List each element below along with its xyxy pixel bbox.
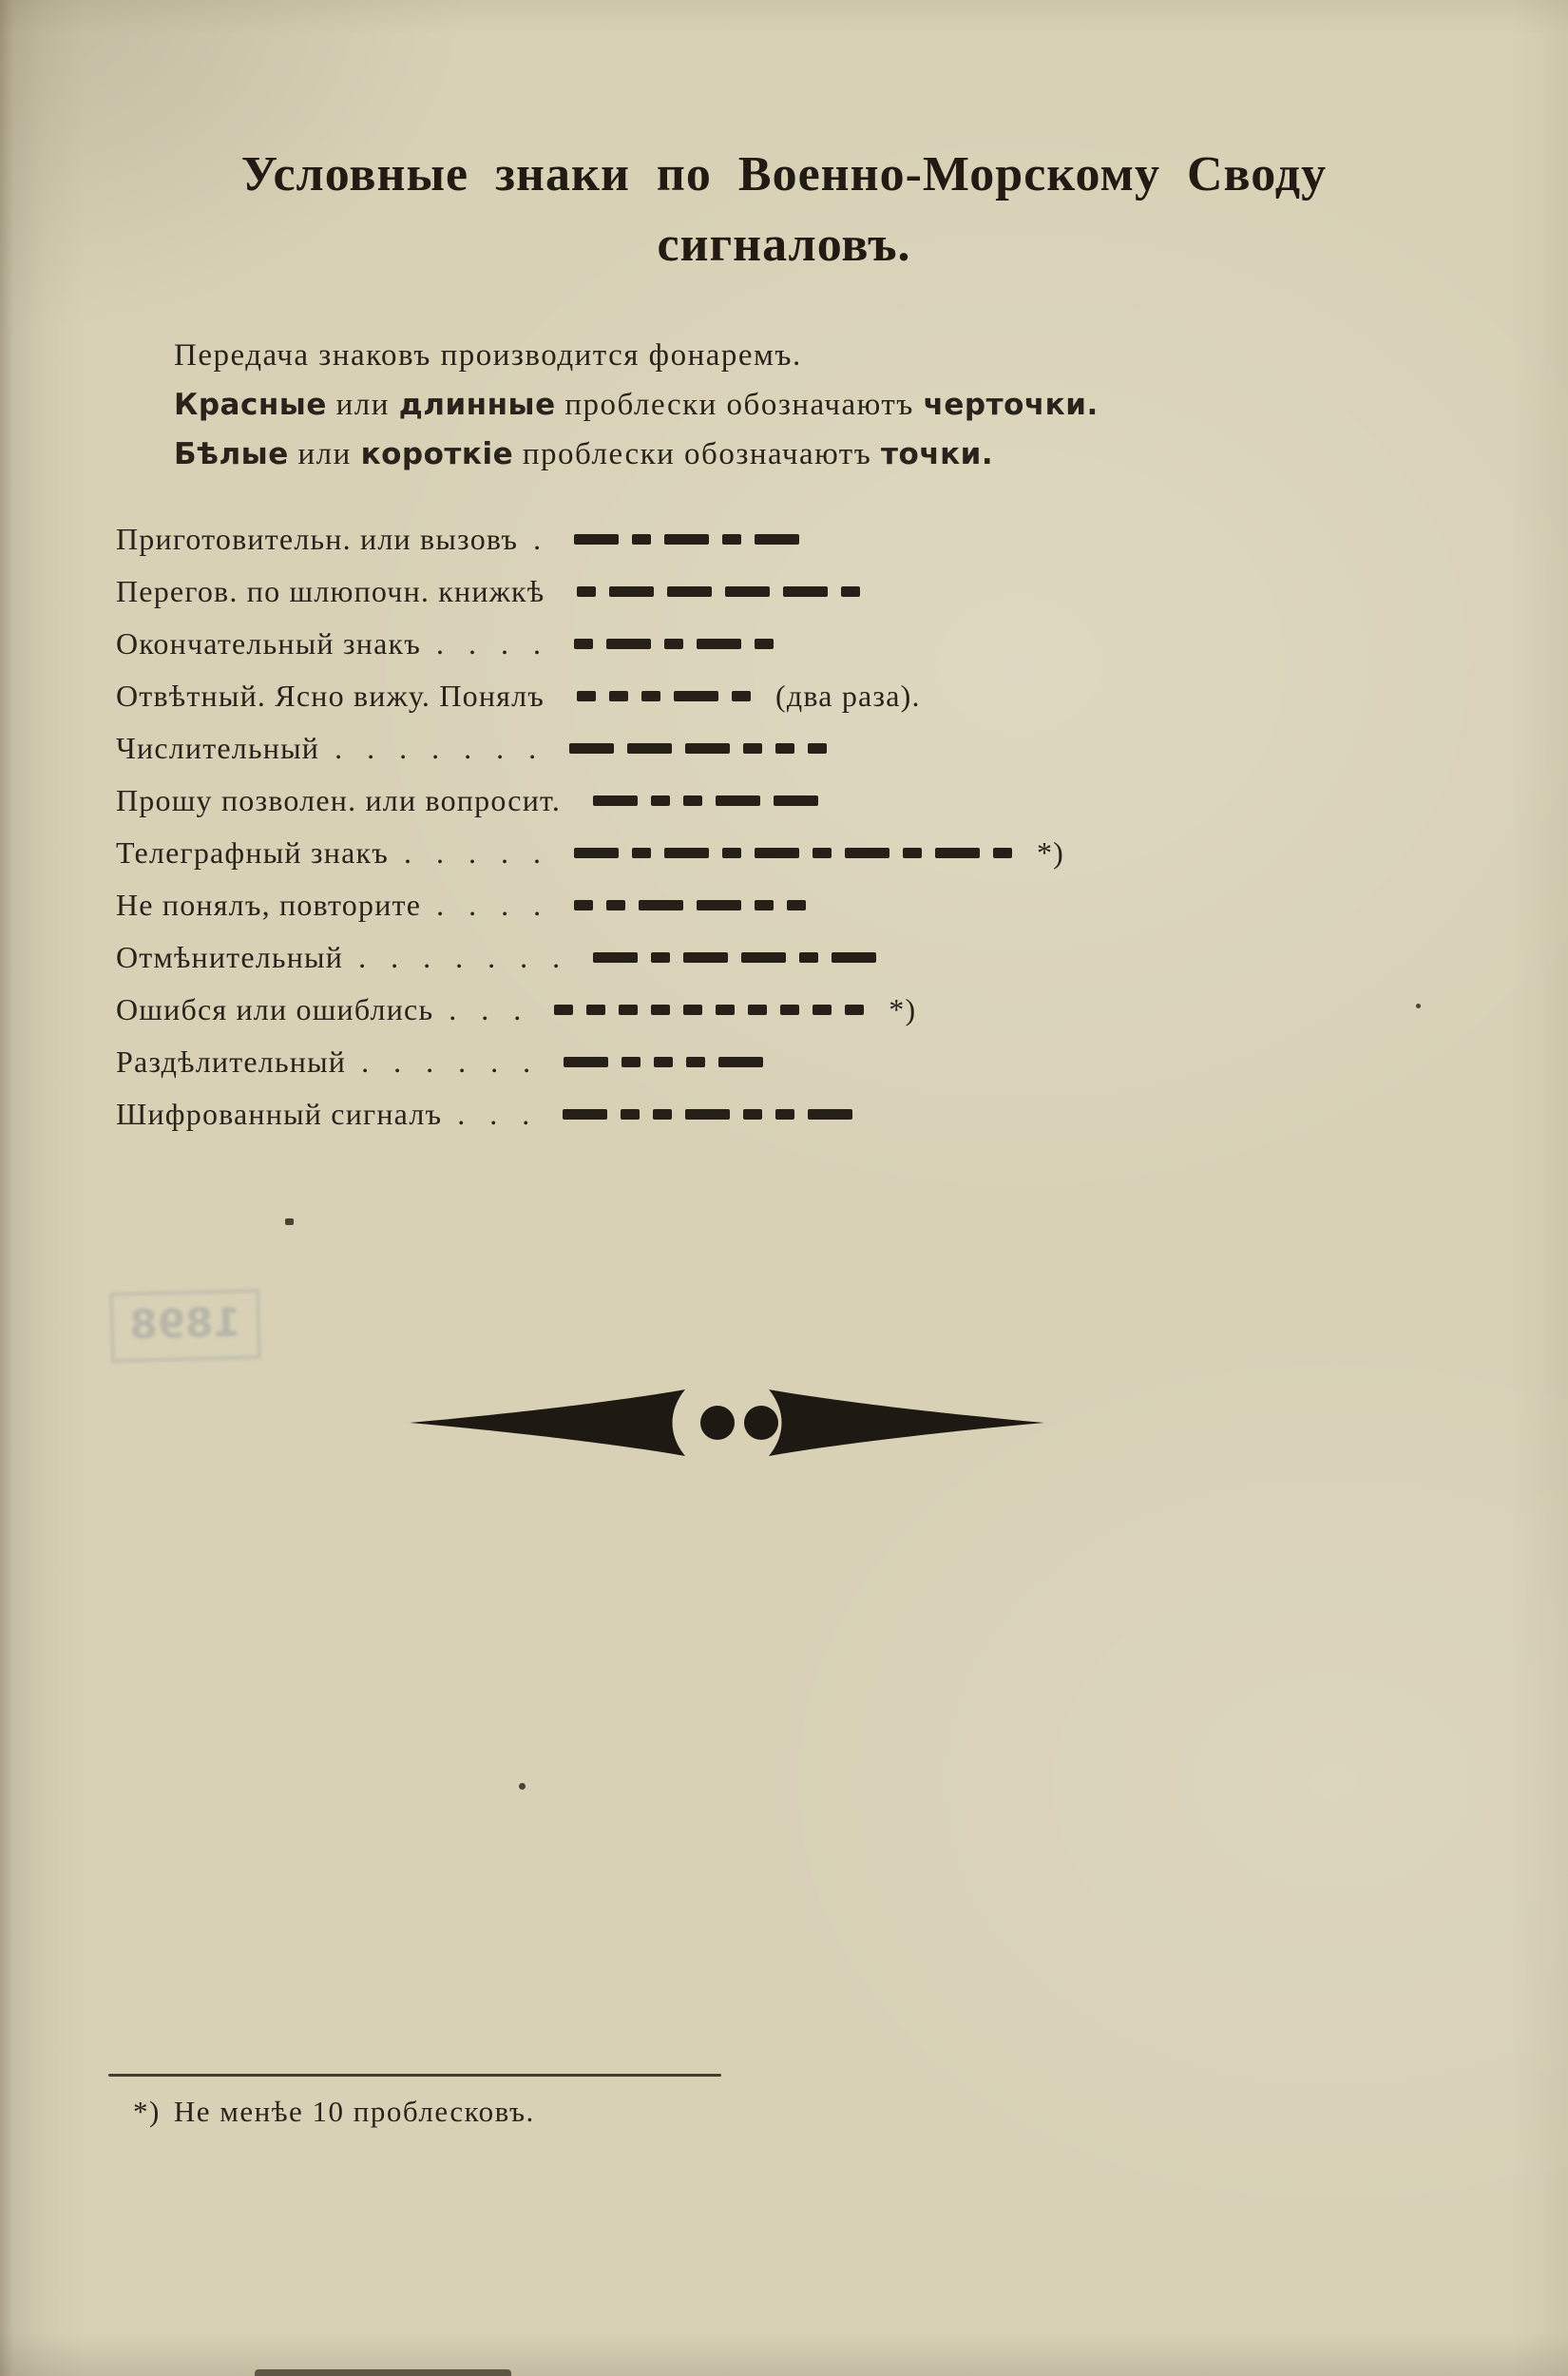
dot-mark xyxy=(993,848,1012,858)
dot-mark xyxy=(743,743,762,754)
dash-mark xyxy=(664,534,709,545)
spear-divider-ornament xyxy=(404,1380,1050,1466)
dot-mark xyxy=(755,900,774,910)
dot-mark xyxy=(722,848,741,858)
signal-label: Раздѣлительный xyxy=(116,1044,347,1079)
dot-mark xyxy=(732,691,751,701)
signal-row xyxy=(116,779,1511,821)
scan-edge-artifact xyxy=(255,2369,511,2376)
dash-mark xyxy=(664,848,709,858)
dash-mark xyxy=(741,952,786,963)
signal-row xyxy=(116,1093,1511,1135)
intro-paragraph xyxy=(174,331,1454,479)
intro-line-2: Красные или длинные проблески обозначаютъ черточки. xyxy=(174,388,1099,422)
signal-label: Окончательный знакъ xyxy=(116,626,421,661)
signal-label: Числительный xyxy=(116,731,320,765)
dot-mark xyxy=(609,691,628,701)
leader-dots: . . . . . . . xyxy=(358,940,569,974)
morse-pattern xyxy=(564,1057,763,1067)
dash-mark xyxy=(718,1057,763,1067)
signal-note: (два раза). xyxy=(775,679,921,713)
signal-row xyxy=(116,518,1511,560)
dash-mark xyxy=(564,1057,608,1067)
signal-label: Отмѣнительный xyxy=(116,940,344,974)
signal-row xyxy=(116,988,1511,1030)
dash-mark xyxy=(755,534,799,545)
signal-label: Телеграфный знакъ xyxy=(116,835,389,870)
signal-row xyxy=(116,675,1511,717)
dot-mark xyxy=(775,743,794,754)
signal-row xyxy=(116,832,1511,873)
signal-label: Шифрованный сигналъ xyxy=(116,1097,443,1131)
dash-mark xyxy=(593,952,638,963)
dot-mark xyxy=(775,1109,794,1120)
paper-speck xyxy=(285,1218,294,1225)
dot-mark xyxy=(716,1005,735,1015)
dash-mark xyxy=(808,1109,852,1120)
dash-mark xyxy=(627,743,672,754)
dash-mark xyxy=(674,691,718,701)
dot-mark xyxy=(787,900,806,910)
morse-pattern xyxy=(563,1109,852,1120)
dot-mark xyxy=(574,639,593,649)
dash-mark xyxy=(639,900,683,910)
dash-mark xyxy=(697,900,741,910)
leader-dots: . . . . . . . xyxy=(335,731,545,765)
dot-mark xyxy=(686,1057,705,1067)
dot-mark xyxy=(808,743,827,754)
dot-mark xyxy=(722,534,741,545)
dash-mark xyxy=(606,639,651,649)
signal-row xyxy=(116,884,1511,926)
page-title-line2: сигналовъ. xyxy=(657,217,911,272)
dot-mark xyxy=(586,1005,605,1015)
morse-pattern xyxy=(574,639,774,649)
dash-mark xyxy=(667,586,712,597)
signal-note: *) xyxy=(889,992,917,1026)
signal-label: Не понялъ, повторите xyxy=(116,888,422,922)
dot-mark xyxy=(621,1109,640,1120)
dot-mark xyxy=(577,586,596,597)
dot-mark xyxy=(799,952,818,963)
morse-pattern xyxy=(574,534,799,545)
dash-mark xyxy=(935,848,980,858)
dash-mark xyxy=(832,952,876,963)
dot-mark xyxy=(743,1109,762,1120)
morse-pattern xyxy=(554,1005,864,1015)
page-title xyxy=(0,140,1568,280)
dot-mark xyxy=(577,691,596,701)
paper-speck xyxy=(519,1783,526,1790)
dot-mark xyxy=(683,795,702,806)
dash-mark xyxy=(725,586,770,597)
leader-dots: . . . xyxy=(457,1097,539,1131)
dot-mark xyxy=(903,848,922,858)
dot-mark xyxy=(683,1005,702,1015)
leader-dots: . . . . . xyxy=(403,835,549,870)
dash-mark xyxy=(685,1109,730,1120)
dot-mark xyxy=(780,1005,799,1015)
dash-mark xyxy=(569,743,614,754)
morse-pattern xyxy=(577,586,860,597)
dash-mark xyxy=(845,848,889,858)
dash-mark xyxy=(716,795,760,806)
leader-dots: . . . . xyxy=(436,888,550,922)
dot-mark xyxy=(632,534,651,545)
dot-mark xyxy=(574,900,593,910)
dot-mark xyxy=(813,1005,832,1015)
dot-mark xyxy=(651,1005,670,1015)
signal-row xyxy=(116,1041,1511,1083)
morse-pattern xyxy=(574,848,1012,858)
leader-dots: . . . xyxy=(449,992,530,1026)
dot-mark xyxy=(748,1005,767,1015)
dash-mark xyxy=(683,952,728,963)
footnote-divider xyxy=(108,2074,721,2077)
dot-mark xyxy=(813,848,832,858)
signal-label: Приготовительн. или вызовъ xyxy=(116,522,519,556)
morse-pattern xyxy=(574,900,806,910)
dot-mark xyxy=(554,1005,573,1015)
signal-label: Перегов. по шлюпочн. книжкѣ xyxy=(116,574,545,608)
dot-mark xyxy=(621,1057,641,1067)
signal-row xyxy=(116,570,1511,612)
dot-mark xyxy=(653,1109,672,1120)
dot-mark xyxy=(664,639,683,649)
signal-row xyxy=(116,936,1511,978)
dot-mark xyxy=(755,639,774,649)
dash-mark xyxy=(563,1109,607,1120)
morse-pattern xyxy=(569,743,827,754)
signal-row xyxy=(116,623,1511,664)
intro-line-3: Бѣлые или короткіе проблески обозначаютъ точки. xyxy=(174,437,994,471)
leader-dots: . . . . . . xyxy=(361,1044,540,1079)
dot-mark xyxy=(845,1005,864,1015)
dash-mark xyxy=(774,795,818,806)
dash-mark xyxy=(609,586,654,597)
morse-pattern xyxy=(593,952,876,963)
dash-mark xyxy=(685,743,730,754)
dot-mark xyxy=(654,1057,673,1067)
dot-mark xyxy=(651,952,670,963)
dot-mark xyxy=(651,795,670,806)
dot-mark xyxy=(841,586,860,597)
signal-label: Отвѣтный. Ясно вижу. Понялъ xyxy=(116,679,545,713)
signal-note: *) xyxy=(1036,835,1065,870)
signal-code-list xyxy=(116,518,1511,1145)
footnote-text: Не менѣе 10 проблесковъ. xyxy=(173,2095,535,2128)
dash-mark xyxy=(755,848,799,858)
intro-line-1: Передача знаковъ производится фонаремъ. xyxy=(174,338,802,373)
paper-speck xyxy=(1416,1004,1421,1008)
signal-label: Ошибся или ошиблись xyxy=(116,992,434,1026)
dash-mark xyxy=(574,534,619,545)
page-title-line1: Условные знаки по Военно-Морскому Своду xyxy=(240,146,1328,201)
signal-label: Прошу позволен. или вопросит. xyxy=(116,783,562,817)
dash-mark xyxy=(593,795,638,806)
signal-row xyxy=(116,727,1511,769)
leader-dots: . . . . xyxy=(436,626,549,661)
leader-dots: . xyxy=(533,522,550,556)
footnote-marker: *) xyxy=(133,2095,161,2128)
dot-mark xyxy=(619,1005,638,1015)
dot-mark xyxy=(641,691,660,701)
dot-mark xyxy=(606,900,625,910)
footnote xyxy=(133,2095,535,2129)
dash-mark xyxy=(574,848,619,858)
faded-stamp: 1898 xyxy=(109,1289,261,1363)
morse-pattern xyxy=(577,691,751,701)
dash-mark xyxy=(783,586,828,597)
dot-mark xyxy=(632,848,651,858)
morse-pattern xyxy=(593,795,818,806)
dash-mark xyxy=(697,639,741,649)
